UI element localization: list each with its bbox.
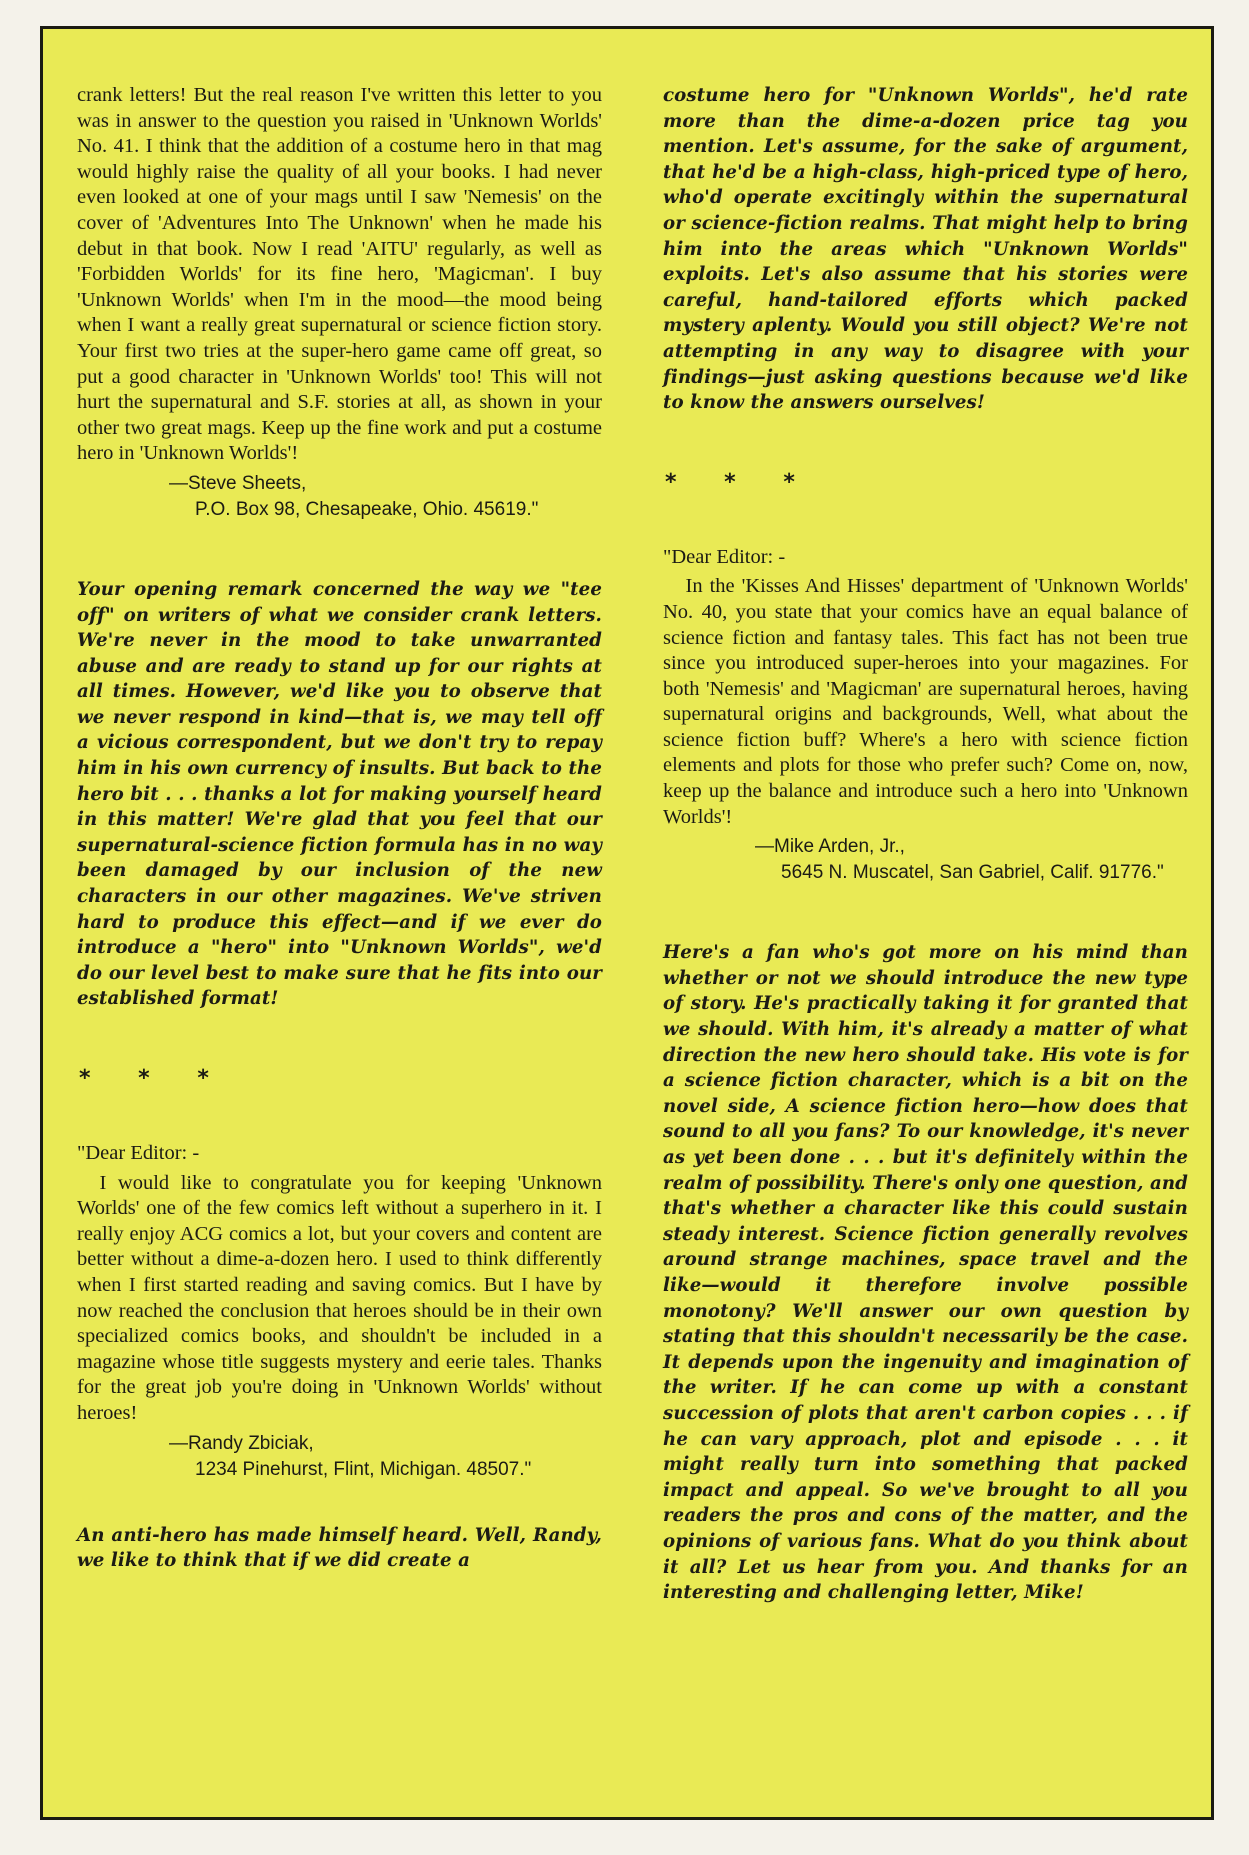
section-divider: * * * [79,1066,229,1091]
section-divider: * * * [665,469,815,495]
letter-greeting: "Dear Editor: - [663,545,786,568]
letters-page [40,26,1214,1820]
left-column [77,83,602,1574]
letter-3-body: In the 'Kisses And Hisses' department of 'Unknown Worlds' No. 40, you state that your comics have an equal balance of science fiction and fantasy tales. This fact has not been true since you introduced super-heroes into your magazines. For both 'Nemesis' and 'Magicman' are supernatural heroes, having supernatural origins and backgrounds, Well, what about the science fiction buff? Where's a hero with science fiction elements and plots for those who prefer such? Come on, now, keep up the balance and introduce such a hero into 'Unknown Worlds'! [663,575,1188,828]
editor-reply-3 [663,940,1188,1605]
reply-text: Here's a fan who's got more on his mind than whether or not we should introduce the new type of story. He's practically taking it for granted that we should. With him, it's already a matter of what direction the new hero should take. His vote is for a science fiction character, which is a bit on the novel side, A science fiction hero—how does that sound to all you fans? To our knowledge, it's never as yet been done . . . but it's definitely within the realm of possibility. There's only one question, and that's whether a character like this could sustain steady interest. Science fiction generally revolves around strange machines, space travel and the like—would it therefore involve possible monotony? We'll answer our own question by stating that this shouldn't necessarily be the case. It depends upon the ingenuity and imagination of the writer. If he can come up with a constant succession of plots that aren't carbon copies . . . if he can vary approach, plot and episode . . . it might really turn into something that packed impact and appeal. So we've brought to all you readers the pros and cons of the matter, and the opinions of various fans. What do you think about it all? Let us hear from you. And thanks for an interesting and challenging letter, Mike! [663,942,1188,1604]
signature-address: 5645 N. Muscatel, San Gabriel, Calif. 91776." [781,862,1164,884]
letter-1-body: crank letters! But the real reason I've written this letter to you was in answer to the question you raised in 'Unknown Worlds' No. 41. I think that the addition of a costume hero in that mag would highly raise the quality of all your books. I had never even looked at one of your mags until I saw 'Nemesis' on the cover of 'Adventures Into The Unknown' when he made his debut in that book. Now I read 'AITU' regularly, as well as 'Forbidden Worlds' for its fine hero, 'Magicman'. I buy 'Unknown Worlds' when I'm in the mood—the mood being when I want a really great supernatural or science fiction story. Your first two tries at the super-hero game came off great, so put a good character in 'Unknown Worlds' too! This will not hurt the supernatural and S.F. stories at all, as shown in your other two great mags. Keep up the fine work and put a costume hero in 'Unknown Worlds'! [77,84,602,465]
letter-3-signature [663,834,1188,886]
letter-1-signature [77,471,602,523]
reply-text: costume hero for "Unknown Worlds", he'd rate more than the dime-a-dozen price tag you mention. Let's assume, for the sake of argument, that he'd be a high-class, high-priced type of hero, who'd operate excitingly within the supernatural or science-fiction realms. That might help to bring him into the areas which "Unknown Worlds" exploits. Let's also assume that his stories were careful, hand-tailored efforts which packed mystery aplenty. Would you still object? We're not attempting in any way to disagree with your findings—just asking questions because we'd like to know the answers ourselves! [663,85,1188,414]
signature-address: P.O. Box 98, Chesapeake, Ohio. 45619." [195,498,539,520]
editor-reply-1 [77,577,602,1012]
signature-name: —Randy Zbiciak, [169,1432,314,1454]
reply-text: Your opening remark concerned the way we "tee off" on writers of what we consider crank letters. We're never in the mood to take unwarranted abuse and are ready to stand up for our rights at all times. However, we'd like you to observe that we never respond in kind—that is, we may tell off a vicious correspondent, but we don't try to repay him in his own currency of insults. But back to the hero bit . . . thanks a lot for making yourself heard in this matter! We're glad that you feel that our supernatural-science fiction formula has in no way been damaged by our inclusion of the new characters in our other magazines. We've striven hard to produce this effect—and if we ever do introduce a "hero" into "Unknown Worlds", we'd do our level best to make sure that he fits into our established format! [77,578,602,1010]
signature-address: 1234 Pinehurst, Flint, Michigan. 48507." [195,1458,532,1480]
signature-name: —Mike Arden, Jr., [755,836,905,858]
right-column [663,83,1188,1606]
letter-3 [663,545,1188,887]
editor-reply-2-end [663,83,1188,416]
signature-name: —Steve Sheets, [169,472,307,494]
letter-2-body: I would like to congratulate you for keeping 'Unknown Worlds' one of the few comics left without a superhero in it. I really enjoy ACG comics a lot, but your covers and content are better without a dime-a-dozen hero. I used to think differently when I first started reading and saving comics. But I have by now reached the conclusion that heroes should be in their own specialized comics books, and shouldn't be included in a magazine whose title suggests mystery and eerie tales. Thanks for the great job you're doing in 'Unknown Worlds' without heroes! [77,1171,602,1424]
editor-reply-2-start [77,1523,602,1574]
letter-2-signature [77,1431,602,1483]
reply-text: An anti-hero has made himself heard. Well, Randy, we like to think that if we did create a [77,1524,602,1572]
letter-1 [77,83,602,523]
letter-greeting: "Dear Editor: - [77,1142,200,1164]
letter-2 [77,1141,602,1483]
